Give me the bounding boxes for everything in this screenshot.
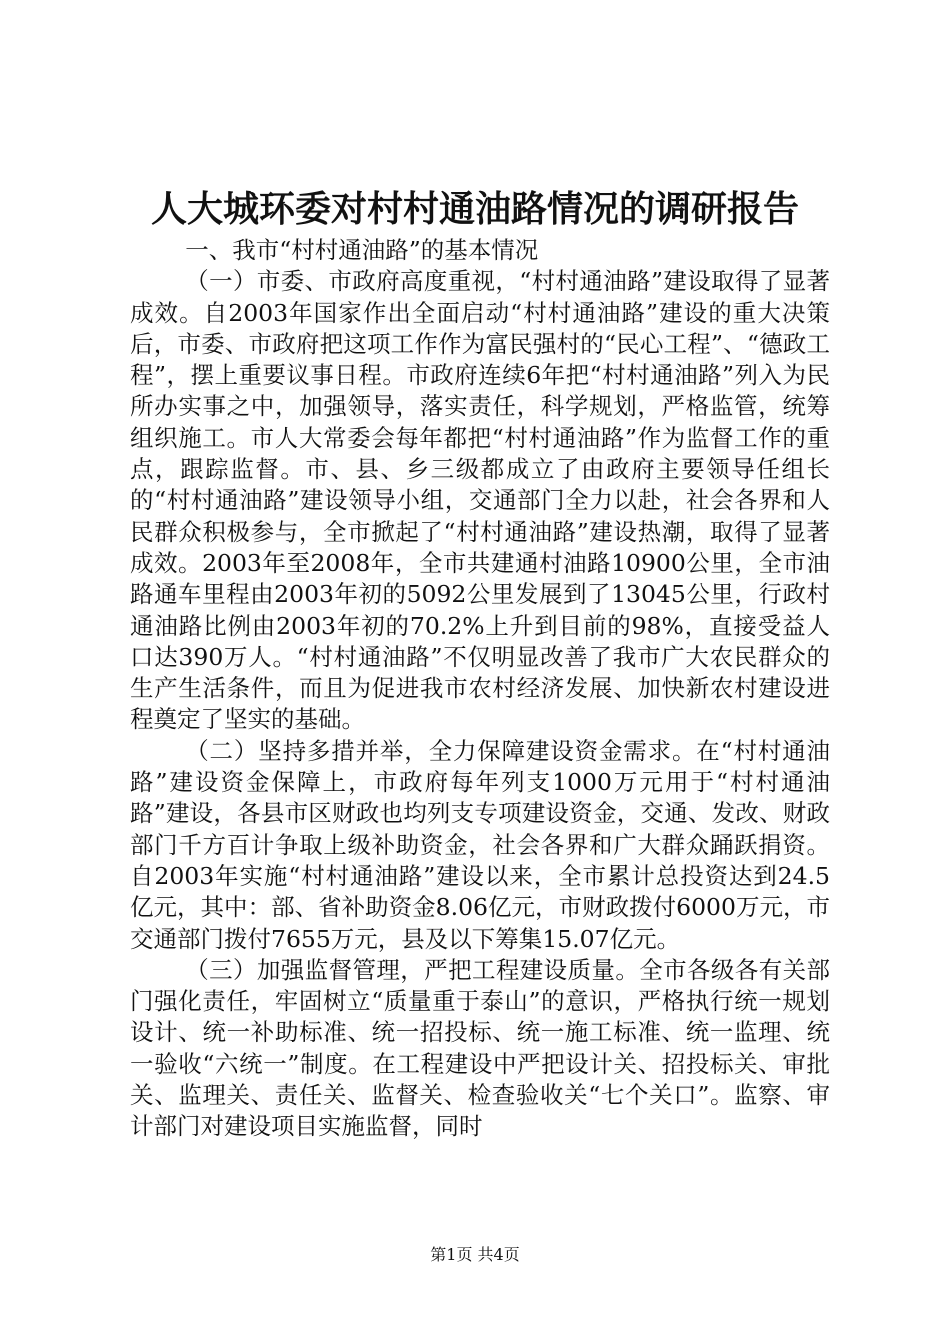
section-heading: 一、我市“村村通油路”的基本情况	[185, 236, 539, 264]
page-number-footer: 第1页 共4页	[430, 1245, 520, 1264]
document-title: 人大城环委对村村通油路情况的调研报告	[150, 188, 799, 230]
paragraph-2: （二）坚持多措并举，全力保障建设资金需求。在“村村通油路”建设资金保障上，市政府每年列支1000万元用于“村村通油路”建设，各县市区财政也均列支专项建设资金，交通、发改、财政部门千方百计争取上级补助资金，社会各界和广大群众踊跃捐资。自2003年实施“村村通油路”建设以来，全市累计总投资达到24.5亿元，其中：部、省补助资金8.06亿元，市财政拨付6000万元，市交通部门拨付7655万元，县及以下筹集15.07亿元。	[130, 736, 830, 953]
document-body	[130, 235, 830, 1143]
paragraph-3: （三）加强监督管理，严把工程建设质量。全市各级各有关部门强化责任，牢固树立“质量重于泰山”的意识，严格执行统一规划设计、统一补助标准、统一招投标、统一施工标准、统一监理、统一验收“六统一”制度。在工程建设中严把设计关、招投标关、审批关、监理关、责任关、监督关、检查验收关“七个关口”。监察、审计部门对建设项目实施监督，同时	[130, 955, 830, 1141]
paragraph-1: （一）市委、市政府高度重视，“村村通油路”建设取得了显著成效。自2003年国家作出全面启动“村村通油路”建设的重大决策后，市委、市政府把这项工作作为富民强村的“民心工程”、“德政工程”，摆上重要议事日程。市政府连续6年把“村村通油路”列入为民所办实事之中，加强领导，落实责任，科学规划，严格监管，统筹组织施工。市人大常委会每年都把“村村通油路”作为监督工作的重点，跟踪监督。市、县、乡三级都成立了由政府主要领导任组长的“村村通油路”建设领导小组，交通部门全力以赴，社会各界和人民群众积极参与，全市掀起了“村村通油路”建设热潮，取得了显著成效。2003年至2008年，全市共建通村油路10900公里，全市油路通车里程由2003年初的5092公里发展到了13045公里，行政村通油路比例由2003年初的70.2%上升到目前的98%，直接受益人口达390万人。“村村通油路”不仅明显改善了我市广大农民群众的生产生活条件，而且为促进我市农村经济发展、加快新农村建设进程奠定了坚实的基础。	[130, 267, 830, 734]
